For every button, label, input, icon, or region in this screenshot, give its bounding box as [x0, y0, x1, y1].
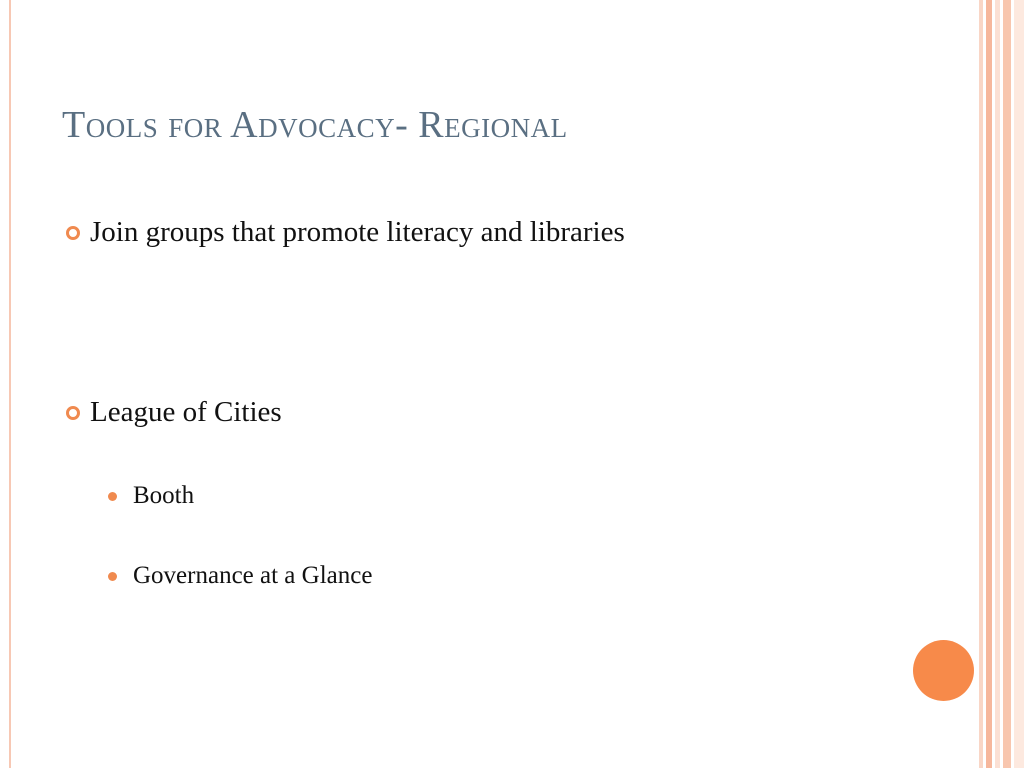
- ring-bullet-icon: [66, 406, 80, 420]
- slide-title: Tools for Advocacy- Regional: [62, 104, 568, 146]
- ring-bullet-icon: [66, 226, 80, 240]
- sub-bullet-text: Booth: [133, 482, 195, 509]
- sub-bullet-item: [108, 482, 194, 510]
- right-stripe: [979, 0, 983, 768]
- sub-bullet-item: [108, 562, 372, 590]
- sub-bullet-text: Governance at a Glance: [133, 562, 373, 589]
- dot-bullet-icon: [108, 572, 117, 581]
- right-stripe: [995, 0, 1000, 768]
- right-stripe: [1014, 0, 1024, 768]
- bullet-text: League of Cities: [90, 396, 282, 428]
- bullet-item: [66, 396, 282, 429]
- decorative-circle: [913, 640, 974, 701]
- bullet-text: Join groups that promote literacy and libraries: [90, 216, 625, 248]
- right-stripe: [1003, 0, 1011, 768]
- dot-bullet-icon: [108, 492, 117, 501]
- left-border-line: [9, 0, 11, 768]
- bullet-item: [66, 216, 625, 249]
- right-stripe: [986, 0, 992, 768]
